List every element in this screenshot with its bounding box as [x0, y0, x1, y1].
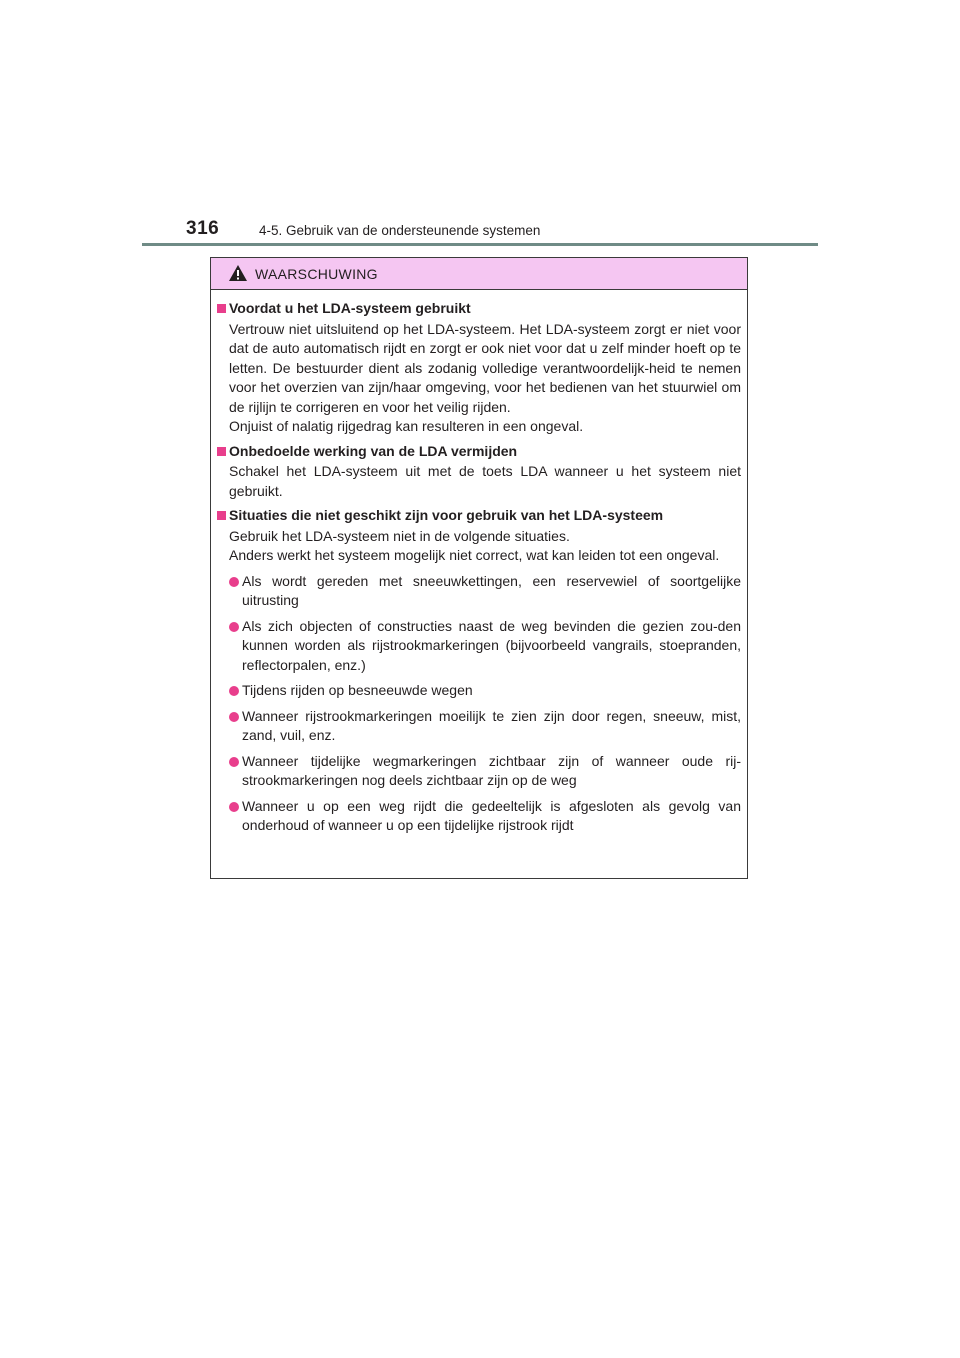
warning-triangle-icon: [228, 264, 248, 282]
warning-header: [211, 258, 747, 290]
square-bullet-icon: [217, 511, 226, 520]
paragraph: Onjuist of nalatig rijgedrag kan resulteren in een ongeval.: [229, 418, 584, 434]
section-unsuitable-situations: [217, 506, 741, 836]
header-rule: [142, 243, 818, 246]
paragraph: Schakel het LDA-systeem uit met de toets LDA wanneer u het systeem niet gebruikt.: [229, 463, 741, 499]
paragraph: Gebruik het LDA-systeem niet in de volgende situaties.: [229, 527, 570, 544]
round-bullet-icon: [229, 622, 239, 632]
list-item: Wanneer tijdelijke wegmarkeringen zichtbaar zijn of wanneer oude rij-strookmarkeringen nog deels zichtbaar zijn op de weg: [217, 752, 741, 791]
page-number: 316: [186, 218, 220, 239]
round-bullet-icon: [229, 757, 239, 767]
round-bullet-icon: [229, 712, 239, 722]
bullet-list: [217, 572, 741, 836]
round-bullet-icon: [229, 577, 239, 587]
paragraph: Vertrouw niet uitsluitend op het LDA-systeem. Het LDA-systeem zorgt er niet voor dat de auto automatisch rijdt en zorgt er ook niet voor dat u zelf minder hoeft op te letten. De bestuurder dient als zodanig volledige verantwoordelijk-heid te nemen voor het overzien van zijn/haar omgeving, voor het bedienen van het stuurwiel om de rijlijn te corrigeren en voor het veilig rijden.: [229, 320, 741, 415]
warning-box: [210, 257, 748, 879]
list-item: Als wordt gereden met sneeuwkettingen, een reservewiel of soortgelijke uitrusting: [217, 572, 741, 611]
paragraph: Anders werkt het systeem mogelijk niet correct, wat kan leiden tot een ongeval.: [229, 547, 720, 563]
section-before-use: [217, 299, 741, 437]
section-title: 4-5. Gebruik van de ondersteunende systemen: [259, 223, 541, 238]
page-header: [142, 212, 818, 246]
square-bullet-icon: [217, 304, 226, 313]
section-heading: Onbedoelde werking van de LDA vermijden: [217, 442, 741, 462]
section-heading: Situaties die niet geschikt zijn voor gebruik van het LDA-systeem: [217, 506, 741, 526]
round-bullet-icon: [229, 802, 239, 812]
list-item: Tijdens rijden op besneeuwde wegen: [217, 681, 741, 701]
list-item: Wanneer rijstrookmarkeringen moeilijk te zien zijn door regen, sneeuw, mist, zand, vuil, enz.: [217, 707, 741, 746]
round-bullet-icon: [229, 686, 239, 696]
square-bullet-icon: [217, 447, 226, 456]
section-unintended-operation: [217, 442, 741, 502]
warning-title: WAARSCHUWING: [255, 266, 378, 282]
warning-body: [211, 290, 747, 836]
list-item: Als zich objecten of constructies naast de weg bevinden die gezien zou-den kunnen worden als rijstrookmarkeringen (bijvoorbeeld vangrails, stoepranden, reflectorpalen, enz.): [217, 617, 741, 676]
section-heading: Voordat u het LDA-systeem gebruikt: [217, 299, 741, 319]
list-item: Wanneer u op een weg rijdt die gedeeltelijk is afgesloten als gevolg van onderhoud of wanneer u op een tijdelijke rijstrook rijdt: [217, 797, 741, 836]
